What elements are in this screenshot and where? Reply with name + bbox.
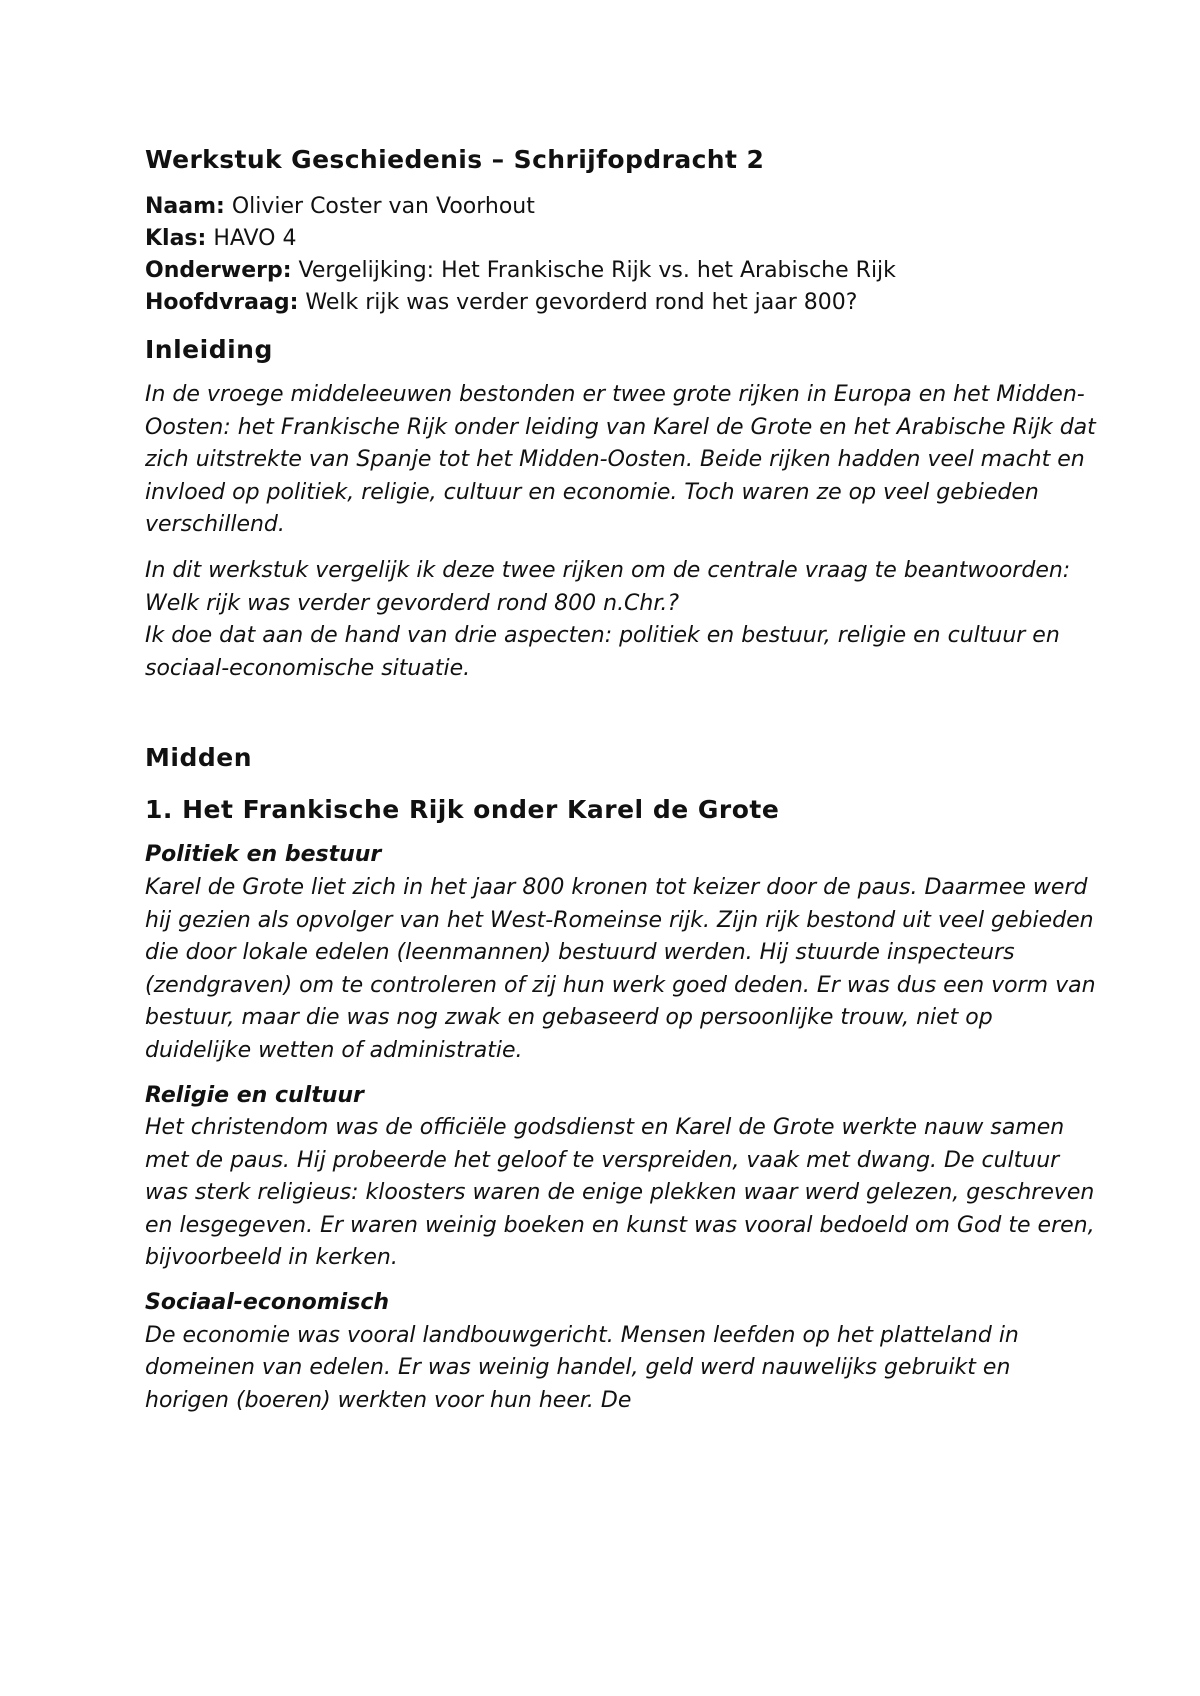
meta-klas: [145, 223, 1100, 255]
heading-sociaal-economisch: Sociaal-economisch: [145, 1290, 390, 1316]
text-religie-cultuur: Het christendom was de officiële godsdienst en Karel de Grote werkte nauw samen met de paus. Hij probeerde het geloof te verspreiden, vaak met dwang. De cultuur was sterk religieus: kloosters waren de enige plekken waar werd gelezen, geschreven en lesgegeven. Er waren weinig boeken en kunst was vooral bedoeld om God te eren, bijvoorbeeld in kerken.: [145, 1115, 1095, 1271]
meta-hoofdvraag-label: Hoofdvraag:: [145, 290, 299, 315]
meta-naam-label: Naam:: [145, 194, 225, 219]
meta-onderwerp: [145, 255, 1100, 287]
meta-onderwerp-value: Vergelijking: Het Frankische Rijk vs. het Arabische Rijk: [291, 258, 896, 283]
inleiding-paragraph-2-line-1: In dit werkstuk vergelijk ik deze twee rijken om de centrale vraag te beantwoorden:: [145, 557, 1071, 583]
text-sociaal-economisch: De economie was vooral landbouwgericht. Mensen leefden op het platteland in domeinen van edelen. Er was weinig handel, geld werd nauwelijks gebruikt en horigen (boeren) werkten voor hun heer. De: [145, 1322, 1019, 1413]
inleiding-paragraph-2-line-3: Ik doe dat aan de hand van drie aspecten: politiek en bestuur, religie en cultuur en sociaal-economische situatie.: [145, 623, 1060, 681]
meta-klas-value: HAVO 4: [206, 226, 297, 251]
meta-onderwerp-label: Onderwerp:: [145, 258, 292, 283]
meta-hoofdvraag-value: Welk rijk was verder gevorderd rond het jaar 800?: [298, 290, 858, 315]
heading-inleiding: Inleiding: [145, 335, 273, 364]
meta-hoofdvraag: [145, 287, 1100, 319]
heading-frankische-rijk: 1. Het Frankische Rijk onder Karel de Grote: [145, 795, 780, 825]
inleiding-paragraph-2: [145, 555, 1100, 685]
block-religie: [145, 1080, 1100, 1276]
heading-midden: Midden: [145, 743, 252, 773]
block-sociaal: [145, 1287, 1100, 1417]
meta-naam-value: Olivier Coster van Voorhout: [224, 194, 535, 219]
document-title: Werkstuk Geschiedenis – Schrijfopdracht 2: [145, 145, 765, 174]
meta-naam: [145, 191, 1100, 223]
text-politiek-bestuur: Karel de Grote liet zich in het jaar 800 kronen tot keizer door de paus. Daarmee werd hij gezien als opvolger van het West-Romeinse rijk. Zijn rijk bestond uit veel gebieden die door lokale edelen (leenmannen) bestuurd werden. Hij stuurde inspecteurs (zendgraven) om te controleren of zij hun werk goed deden. Er was dus een vorm van bestuur, maar die was nog zwak en gebaseerd op persoonlijke trouw, niet op duidelijke wetten of administratie.: [145, 874, 1096, 1063]
inleiding-paragraph-2-line-2: Welk rijk was verder gevorderd rond 800 n.Chr.?: [145, 590, 680, 616]
meta-klas-label: Klas:: [145, 226, 207, 251]
block-politiek: [145, 839, 1100, 1067]
heading-religie-cultuur: Religie en cultuur: [145, 1082, 364, 1108]
inleiding-paragraph-1: In de vroege middeleeuwen bestonden er twee grote rijken in Europa en het Midden-Oosten: het Frankische Rijk onder leiding van Karel de Grote en het Arabische Rijk dat zich uitstrekte van Spanje tot het Midden-Oosten. Beide rijken hadden veel macht en invloed op politiek, religie, cultuur en economie. Toch waren ze op veel gebieden verschillend.: [145, 382, 1096, 538]
heading-politiek-bestuur: Politiek en bestuur: [145, 842, 382, 868]
